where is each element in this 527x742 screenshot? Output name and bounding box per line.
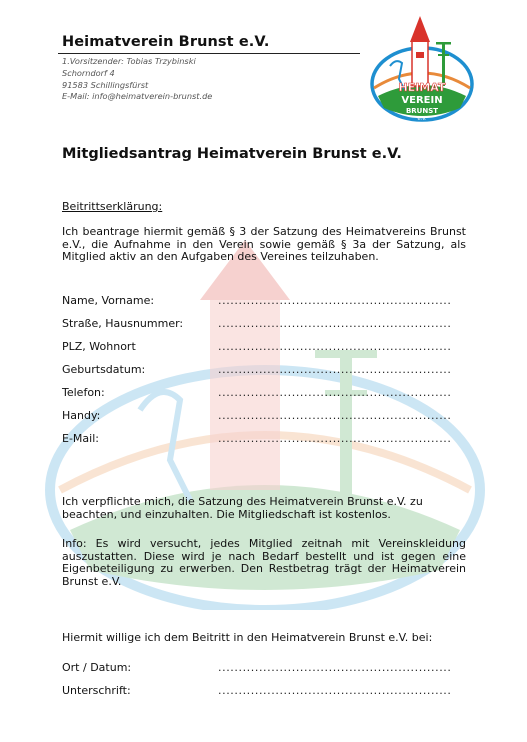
field-mobile[interactable] <box>62 409 466 423</box>
field-street[interactable] <box>62 317 466 331</box>
info-paragraph: Info: Es wird versucht, jedes Mitglied zeitnah mit Vereinskleidung auszustatten. Diese wird je nach Bedarf bestellt und ist gegen eine Eigenbeteiligung zu erwerben. Den Restbetrag trägt der Heimatverein Brunst e.V. <box>62 537 466 588</box>
field-place-date[interactable] <box>62 661 466 675</box>
field-fill-line[interactable]: ......................................................... <box>218 317 452 330</box>
field-fill-line[interactable]: ......................................................... <box>218 661 452 674</box>
field-email[interactable] <box>62 432 466 446</box>
field-label: Telefon: <box>62 386 105 399</box>
logo-text-ev: e.V. <box>417 116 427 122</box>
contact-block <box>62 56 212 103</box>
header-divider <box>58 53 360 54</box>
field-label: Name, Vorname: <box>62 294 155 307</box>
contact-chairman: 1.Vorsitzender: Tobias Trzybinski <box>62 56 196 66</box>
field-label: Geburtsdatum: <box>62 363 146 376</box>
obligation-paragraph: Ich verpflichte mich, die Satzung des Heimatverein Brunst e.V. zu beachten, und einzuhalten. Die Mitgliedschaft ist kostenlos. <box>62 495 423 521</box>
field-fill-line[interactable]: ......................................................... <box>218 684 452 697</box>
field-label: E-Mail: <box>62 432 99 445</box>
field-label: Straße, Hausnummer: <box>62 317 184 330</box>
field-name[interactable] <box>62 294 466 308</box>
field-fill-line[interactable]: ......................................................... <box>218 409 452 422</box>
contact-street: Schorndorf 4 <box>62 67 115 78</box>
intro-paragraph: Ich beantrage hiermit gemäß § 3 der Satzung des Heimatvereins Brunst e.V., die Aufnahme in den Verein sowie gemäß § 3a der Satzung, als Mitglied aktiv an den Aufgaben des Vereines teilzuhaben. <box>62 225 466 264</box>
organization-name: Heimatverein Brunst e.V. <box>62 34 270 50</box>
contact-email: E-Mail: info@heimatverein-brunst.de <box>62 91 213 102</box>
field-signature[interactable] <box>62 684 466 698</box>
logo-text-verein: VEREIN <box>401 95 443 106</box>
section-heading: Beitrittserklärung: <box>62 200 163 213</box>
field-birthdate[interactable] <box>62 363 466 377</box>
field-phone[interactable] <box>62 386 466 400</box>
consent-paragraph: Hiermit willige ich dem Beitritt in den Heimatverein Brunst e.V. bei: <box>62 631 433 644</box>
logo-text-heimat: HEIMAT <box>398 81 446 94</box>
field-zip-city[interactable] <box>62 340 466 354</box>
field-fill-line[interactable]: ......................................................... <box>218 386 452 399</box>
field-fill-line[interactable]: ......................................................... <box>218 294 452 307</box>
contact-city: 91583 Schillingsfürst <box>62 79 149 90</box>
field-label: Handy: <box>62 409 101 422</box>
heimatverein-logo <box>368 12 476 124</box>
field-label: Ort / Datum: <box>62 661 132 674</box>
document-title: Mitgliedsantrag Heimatverein Brunst e.V. <box>62 146 402 162</box>
field-fill-line[interactable]: ......................................................... <box>218 340 452 353</box>
field-fill-line[interactable]: ......................................................... <box>218 432 452 445</box>
field-label: PLZ, Wohnort <box>62 340 136 353</box>
logo-text-brunst: BRUNST <box>405 107 439 115</box>
field-fill-line[interactable]: ......................................................... <box>218 363 452 376</box>
field-label: Unterschrift: <box>62 684 131 697</box>
